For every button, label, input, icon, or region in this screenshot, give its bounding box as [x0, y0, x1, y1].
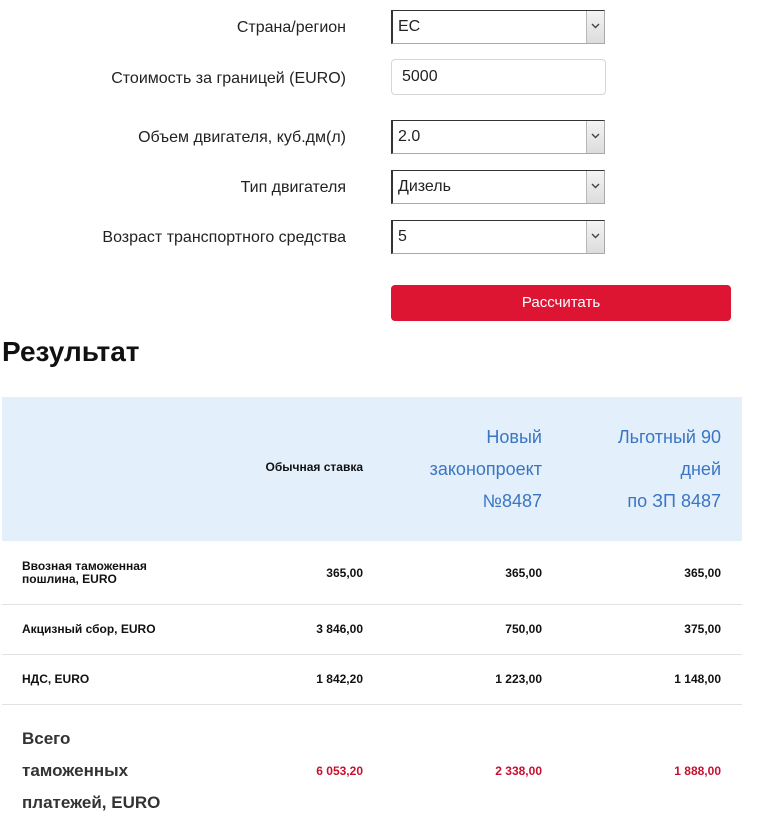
country-value: ЕС — [398, 18, 421, 35]
row-label-line: Ввозная таможенная — [22, 559, 147, 573]
engine-type-select[interactable] — [391, 170, 605, 204]
chevron-down-icon[interactable] — [586, 221, 604, 253]
column-preferential-line: дней — [680, 459, 721, 479]
engine-volume-select[interactable] — [391, 120, 605, 154]
total-new-bill: 2 338,00 — [495, 764, 542, 778]
calculate-button[interactable]: Рассчитать — [391, 285, 731, 321]
chevron-down-icon[interactable] — [586, 11, 604, 43]
column-new-bill-line: №8487 — [482, 491, 542, 511]
total-row — [2, 705, 742, 825]
column-new-bill-line: Новый — [486, 427, 542, 447]
engine-type-label: Тип двигателя — [240, 179, 346, 196]
total-label-line: Всего — [22, 729, 71, 748]
column-new-bill — [382, 421, 542, 517]
country-label: Страна/регион — [236, 19, 346, 36]
row-label: Акцизный сбор, EURO — [22, 622, 156, 636]
vehicle-age-row — [0, 220, 757, 256]
table-row — [2, 605, 742, 655]
value-preferential: 1 148,00 — [674, 672, 721, 686]
column-regular: Обычная ставка — [265, 460, 363, 474]
table-row — [2, 655, 742, 705]
result-table-header — [2, 397, 742, 541]
value-new-bill: 1 223,00 — [495, 672, 542, 686]
value-new-bill: 365,00 — [505, 566, 542, 580]
value-regular: 365,00 — [326, 566, 363, 580]
value-preferential: 365,00 — [684, 566, 721, 580]
value-regular: 1 842,20 — [316, 672, 363, 686]
result-title: Результат — [2, 336, 140, 367]
vehicle-age-select[interactable] — [391, 220, 605, 254]
engine-type-row — [0, 170, 757, 206]
value-preferential: 375,00 — [684, 622, 721, 636]
country-select[interactable] — [391, 10, 605, 44]
column-new-bill-line: законопроект — [429, 459, 542, 479]
table-row — [2, 541, 742, 605]
engine-volume-row — [0, 120, 757, 156]
value-regular: 3 846,00 — [316, 622, 363, 636]
row-label: НДС, EURO — [22, 672, 90, 686]
chevron-down-icon[interactable] — [586, 121, 604, 153]
price-input[interactable] — [391, 59, 606, 95]
vehicle-age-value: 5 — [398, 228, 407, 245]
engine-type-value: Дизель — [398, 178, 451, 195]
price-label: Стоимость за границей (EURO) — [111, 70, 346, 87]
engine-volume-value: 2.0 — [398, 128, 421, 145]
column-preferential-line: по ЗП 8487 — [627, 491, 721, 511]
row-label-line: пошлина, EURO — [22, 572, 117, 586]
price-value: 5000 — [402, 68, 438, 85]
value-new-bill: 750,00 — [505, 622, 542, 636]
row-label — [22, 560, 147, 586]
total-label-line: таможенных — [22, 761, 129, 780]
column-preferential-line: Льготный 90 — [617, 427, 721, 447]
chevron-down-icon[interactable] — [586, 171, 604, 203]
column-preferential — [562, 421, 721, 517]
vehicle-age-label: Возраст транспортного средства — [102, 229, 346, 246]
total-label-line: платежей, EURO — [22, 793, 161, 812]
engine-volume-label: Объем двигателя, куб.дм(л) — [138, 129, 346, 146]
total-regular: 6 053,20 — [316, 764, 363, 778]
total-preferential: 1 888,00 — [674, 764, 721, 778]
price-row — [0, 61, 757, 97]
total-label — [22, 723, 160, 819]
country-row — [0, 10, 757, 46]
